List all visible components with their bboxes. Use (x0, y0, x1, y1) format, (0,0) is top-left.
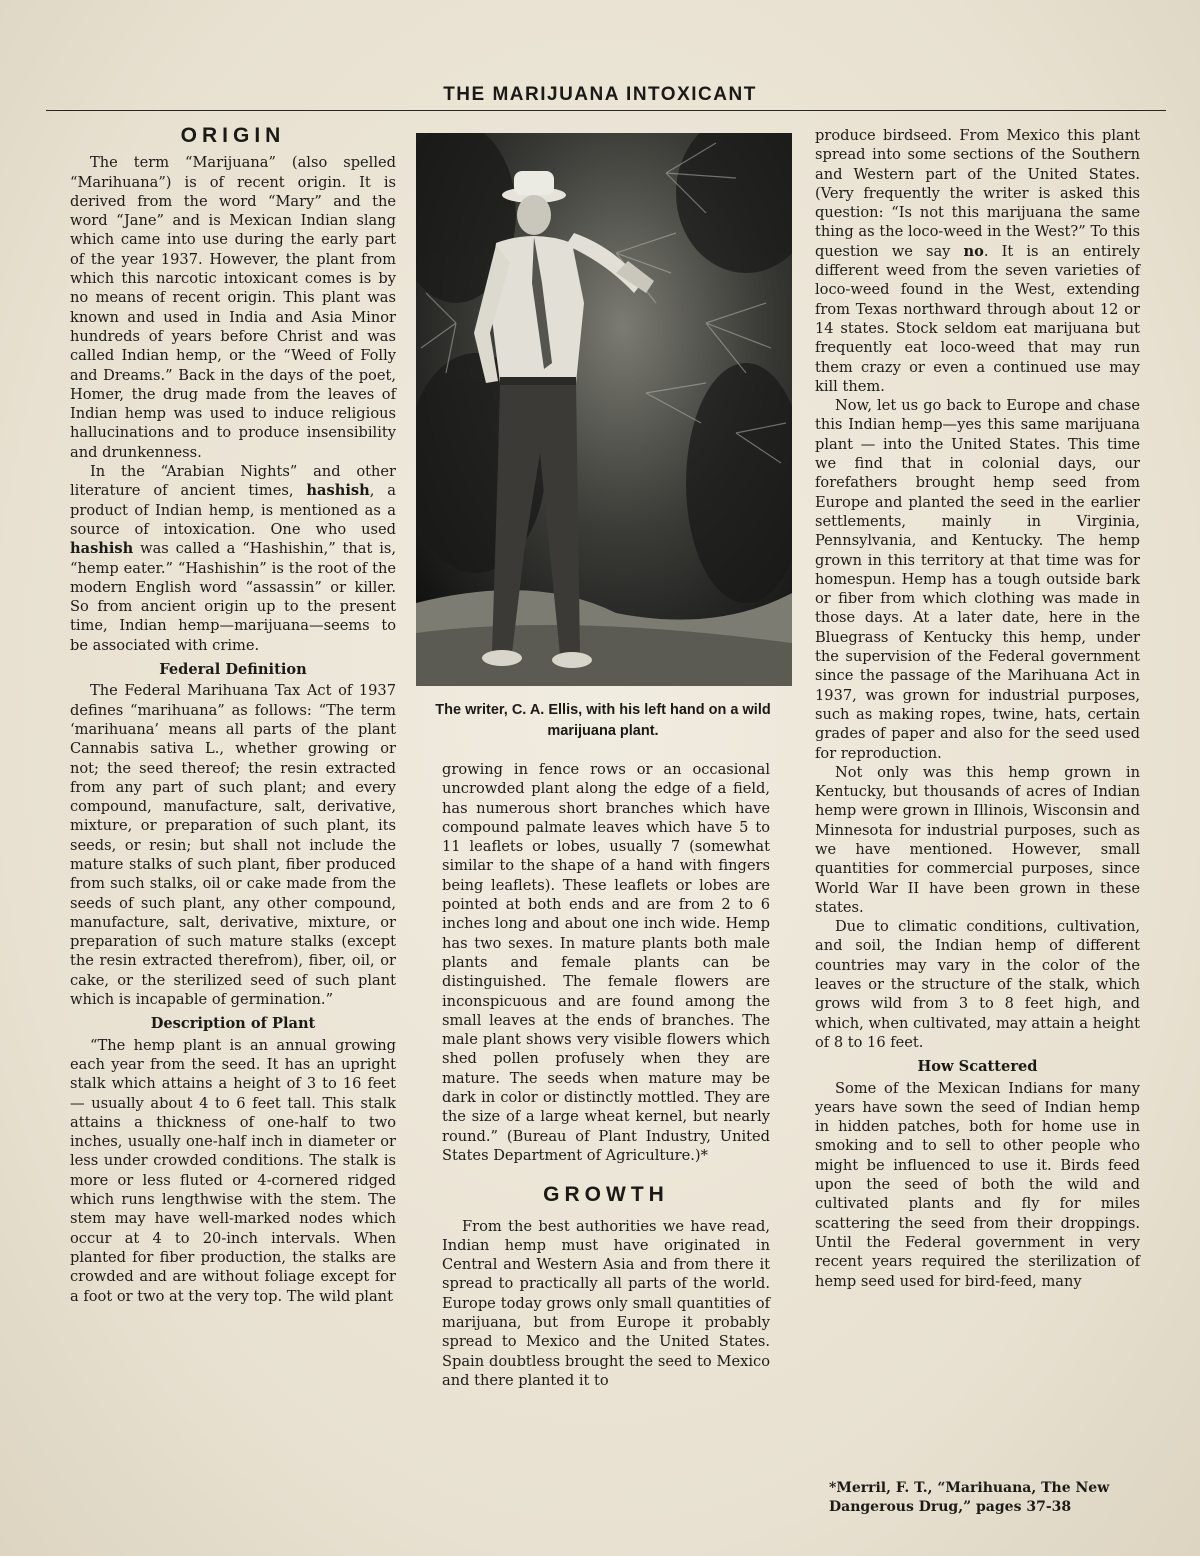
bold-term: hashish (306, 482, 370, 500)
subheading-description: Description of Plant (150, 1015, 316, 1033)
origin-paragraph-2 (70, 462, 396, 655)
page-title: THE MARIJUANA INTOXICANT (443, 84, 757, 105)
text-span: produce birdseed. From Mexico this plant spread into some sections of the Southern and Western part of the United States. (Very frequently the writer is asked this question: “Is not this marijuana the same thing as the loco-weed in the West?” To this question we say (815, 127, 1140, 260)
text-span: . It is an entirely different weed from the seven varieties of loco-weed found in the West, extending from Texas northward through about 12 or 14 states. Stock seldom eat marijuana but frequently eat loco-weed that may run them crazy or even a continued use may kill them. (815, 242, 1140, 395)
photo-caption: The writer, C. A. Ellis, with his left hand on a wild marijuana plant. (435, 702, 771, 739)
growth-paragraph-1-continued (815, 126, 1140, 396)
column-left (70, 126, 396, 1306)
text-span: , a product of Indian hemp, is mentioned as a source of intoxication. One who used (70, 482, 396, 538)
subheading-how-scattered: How Scattered (917, 1058, 1038, 1076)
footnote: *Merril, F. T., “Marihuana, The New Dangerous Drug,” pages 37-38 (829, 1480, 1110, 1515)
bold-term: hashish (70, 540, 134, 558)
text-span: was called a “Hashishin,” that is, “hemp eater.” “Hashishin” is the root of the modern English word “assassin” or killer. So from ancient origin up to the present time, Indian hemp—marijuana—seems to be associated with crime. (70, 540, 396, 654)
column-middle (442, 760, 770, 1390)
growth-paragraph-4: Due to climatic conditions, cultivation, and soil, the Indian hemp of different countries may vary in the color of the leaves or the structure of the stalk, which grows wild from 3 to 8 feet high, and which, when cultivated, may attain a height of 8 to 16 feet. (815, 918, 1140, 1051)
description-paragraph-continued: growing in fence rows or an occasional uncrowded plant along the edge of a field, has numerous short branches which have compound palmate leaves which have 5 to 11 leaflets or lobes, usually 7 (somewhat similar to the shape of a hand with fingers being leaflets). These leaflets or lobes are pointed at both ends and are from 2 to 6 inches long and about one inch wide. Hemp has two sexes. In mature plants both male plants and female plants can be distinguished. The female flowers are inconspicuous and are found among the small leaves at the ends of branches. The male plant shows very visible flowers which shed pollen profusely when they are mature. The seeds when mature may be dark in color or distinctly mottled. They are the size of a large wheat kernel, but nearly round.” (Bureau of Plant Industry, United States Department of Agriculture.)* (442, 761, 770, 1164)
federal-paragraph: The Federal Marihuana Tax Act of 1937 defines “marihuana” as follows: “The term ‘marihuana’ means all parts of the plant Cannabis sativa L., whether growing or not; the seed thereof; the resin extracted from any part of such plant; and every compound, manufacture, salt, derivative, mixture, or preparation of such plant, its seeds, or resin; but shall not include the mature stalks of such plant, fiber produced from such stalks, oil or cake made from the seeds of such plant, any other compound, manufacture, salt, derivative, mixture, or preparation of such mature stalks (except the resin extracted therefrom), fiber, oil, or cake, or the sterilized seed of such plant which is incapable of germination.” (70, 682, 396, 1009)
header-rule (46, 110, 1166, 111)
photo-illustration (416, 133, 792, 686)
scattered-paragraph: Some of the Mexican Indians for many years have sown the seed of Indian hemp in hidden patches, both for home use in smoking and to sell to other people who might be influenced to use it. Birds feed upon the seed of both the wild and cultivated plants and fly for miles scattering the seed from their droppings. Until the Federal government in very recent years required the sterilization of hemp seed used for bird-feed, many (815, 1079, 1140, 1290)
section-heading-origin: ORIGIN (180, 124, 286, 147)
bold-term: no (963, 242, 984, 260)
origin-paragraph-1: The term “Marijuana” (also spelled “Marihuana”) is of recent origin. It is derived from the word “Mary” and the word “Jane” and is Mexican Indian slang which came into use during the early part of the year 1937. However, the plant from which this narcotic intoxicant comes is by no means of recent origin. This plant was known and used in India and Asia Minor hundreds of years before Christ and was called Indian hemp, or the “Weed of Folly and Dreams.” Back in the days of the poet, Homer, the drug made from the leaves of Indian hemp was used to induce religious hallucinations and to produce insensibility and drunkenness. (70, 154, 396, 461)
description-paragraph: “The hemp plant is an annual growing each year from the seed. It has an upright stalk which attains a height of 3 to 16 feet — usually about 4 to 6 feet tall. This stalk attains a thickness of one-half to two inches, usually one-half inch in diameter or less under crowded conditions. The stalk is more or less fluted or 4-cornered ridged which runs lengthwise with the stem. The stem may have well-marked nodes which occur at 4 to 20-inch intervals. When planted for fiber production, the stalks are crowded and are without foliage except for a foot or two at the very top. The wild plant (70, 1036, 396, 1305)
section-heading-growth: GROWTH (543, 1183, 669, 1207)
growth-paragraph-3: Not only was this hemp grown in Kentucky, but thousands of acres of Indian hemp were grown in Illinois, Wisconsin and Minnesota for industrial purposes, such as we have mentioned. However, small quantities for commercial purposes, since World War II have been grown in these states. (815, 763, 1140, 916)
growth-paragraph-2: Now, let us go back to Europe and chase this Indian hemp—yes this same marijuana plant — into the United States. This time we find that in colonial days, our forefathers brought hemp seed from Europe and planted the seed in the earlier settlements, mainly in Virginia, Pennsylvania, and Kentucky. The hemp grown in this territory at that time was for homespun. Hemp has a tough outside bark or fiber from which clothing was made in those days. At a later date, here in the Bluegrass of Kentucky this hemp, under the supervision of the Federal government since the passage of the Marihuana Act in 1937, was grown for industrial purposes, such as making ropes, twine, hats, certain grades of paper and also for the seed used for reproduction. (815, 397, 1140, 762)
photo-writer-with-plant (416, 133, 792, 686)
column-right (815, 126, 1140, 1291)
text-span: In the “Arabian Nights” and other literature of ancient times, (70, 463, 396, 500)
growth-paragraph-1: From the best authorities we have read, Indian hemp must have originated in Central and Western Asia and from there it spread to practically all parts of the world. Europe today grows only small quantities of marijuana, but from Europe it probably spread to Mexico and the United States. Spain doubtless brought the seed to Mexico and there planted it to (442, 1217, 770, 1389)
subheading-federal-definition: Federal Definition (159, 661, 307, 679)
